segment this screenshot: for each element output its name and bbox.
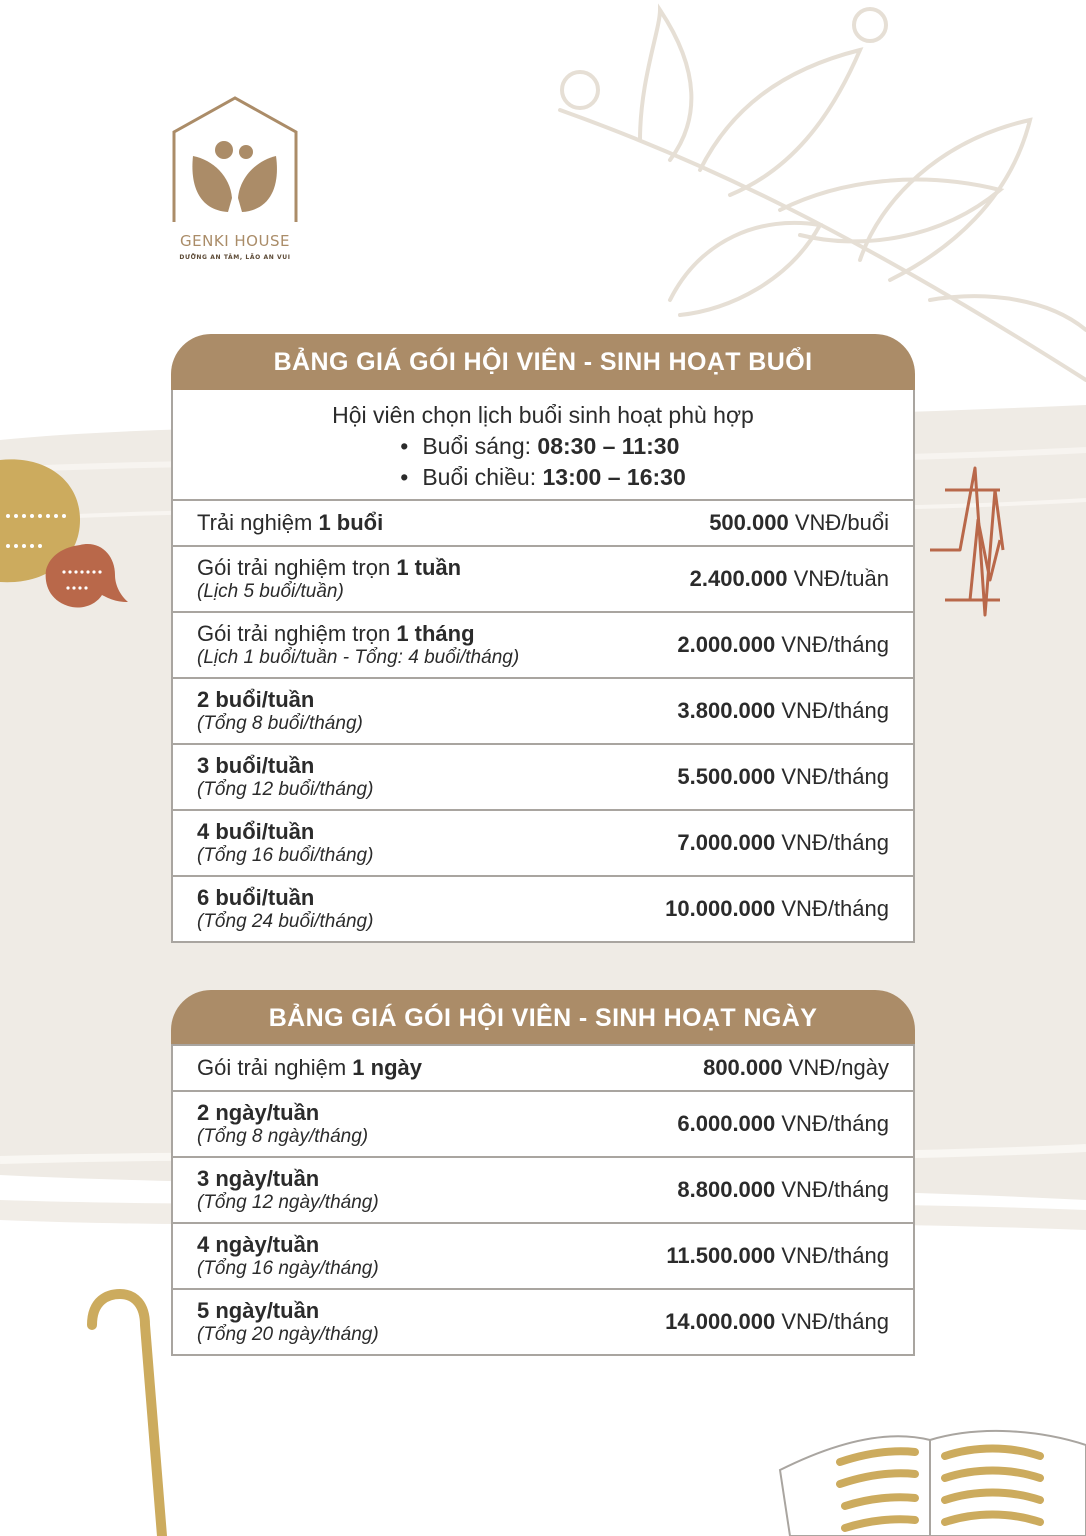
- package-note: (Lịch 1 buổi/tuần - Tổng: 4 buổi/tháng): [197, 647, 520, 668]
- leaf-branch-icon: [560, 9, 1086, 380]
- package-bold: 1 ngày: [352, 1055, 422, 1080]
- price-unit: VNĐ/tháng: [775, 632, 889, 657]
- price-value: 7.000.000: [677, 830, 776, 855]
- package-note: (Lịch 5 buổi/tuần): [197, 581, 344, 602]
- package-note: (Tổng 8 buổi/tháng): [197, 713, 363, 734]
- package-bold: 5 ngày/tuần: [197, 1298, 320, 1323]
- package-name: [197, 510, 383, 536]
- package-bold: 4 ngày/tuần: [197, 1232, 320, 1257]
- brand-tagline: DƯỠNG AN TÂM, LÃO AN VUI: [179, 254, 291, 261]
- price-row: [173, 809, 913, 875]
- session-price-table: [171, 334, 915, 943]
- afternoon-label: Buổi chiều:: [422, 464, 543, 490]
- package-name: [197, 1166, 379, 1192]
- package-name: [197, 753, 373, 779]
- price-row: [173, 677, 913, 743]
- package-note: (Tổng 12 buổi/tháng): [197, 779, 374, 800]
- package-note: (Tổng 24 buổi/tháng): [197, 911, 374, 932]
- package-bold: 3 buổi/tuần: [197, 753, 315, 778]
- package-bold: 1 tuần: [396, 555, 462, 580]
- price-value: 14.000.000: [665, 1309, 776, 1334]
- package-note: (Tổng 16 buổi/tháng): [197, 845, 374, 866]
- package-name: [197, 1100, 368, 1126]
- package-bold: 6 buổi/tuần: [197, 885, 315, 910]
- package-bold: 2 ngày/tuần: [197, 1100, 320, 1125]
- package-name: [197, 621, 519, 647]
- price-cell: [703, 1055, 889, 1081]
- price-cell: [666, 1243, 889, 1269]
- session-table-title: BẢNG GIÁ GÓI HỘI VIÊN - SINH HOẠT BUỔI: [171, 334, 915, 390]
- session-table-body: [171, 390, 915, 943]
- open-book-icon: [780, 1431, 1086, 1536]
- package-note: (Tổng 16 ngày/tháng): [197, 1258, 379, 1279]
- price-cell: [665, 1309, 889, 1335]
- package-cell: [197, 1100, 368, 1148]
- price-cell: [677, 698, 889, 724]
- price-unit: VNĐ/buổi: [788, 510, 889, 535]
- package-cell: [197, 555, 461, 603]
- price-unit: VNĐ/tháng: [775, 764, 889, 789]
- package-bold: 2 buổi/tuần: [197, 687, 315, 712]
- morning-time: 08:30 – 11:30: [537, 433, 680, 459]
- package-name: [197, 555, 461, 581]
- price-value: 10.000.000: [665, 896, 776, 921]
- price-row: [173, 743, 913, 809]
- package-prefix: Gói trải nghiệm: [197, 1055, 353, 1080]
- package-name: [197, 1055, 422, 1081]
- package-name: [197, 819, 373, 845]
- day-rows: [173, 1044, 913, 1354]
- day-price-table: [171, 990, 915, 1356]
- price-unit: VNĐ/tuần: [787, 566, 889, 591]
- schedule-info: [173, 390, 913, 499]
- price-unit: VNĐ/tháng: [775, 1111, 889, 1136]
- price-value: 6.000.000: [677, 1111, 776, 1136]
- price-value: 5.500.000: [677, 764, 776, 789]
- price-row: [173, 1288, 913, 1354]
- price-value: 2.400.000: [689, 566, 788, 591]
- price-cell: [665, 896, 889, 922]
- price-cell: [677, 764, 889, 790]
- day-table-body: [171, 1044, 915, 1356]
- price-value: 500.000: [709, 510, 789, 535]
- walking-cane-icon: [92, 1294, 162, 1536]
- price-cell: [677, 1111, 889, 1137]
- brand-name: GENKI HOUSE: [180, 232, 290, 250]
- price-row: [173, 499, 913, 545]
- price-row: [173, 545, 913, 611]
- price-cell: [677, 632, 889, 658]
- package-bold: 1 tháng: [396, 621, 475, 646]
- price-unit: VNĐ/ngày: [782, 1055, 889, 1080]
- package-note: (Tổng 8 ngày/tháng): [197, 1126, 369, 1147]
- price-unit: VNĐ/tháng: [775, 830, 889, 855]
- package-prefix: Trải nghiệm: [197, 510, 319, 535]
- package-cell: [197, 621, 519, 669]
- day-table-title: BẢNG GIÁ GÓI HỘI VIÊN - SINH HOẠT NGÀY: [171, 990, 915, 1046]
- price-unit: VNĐ/tháng: [775, 1243, 889, 1268]
- price-unit: VNĐ/tháng: [775, 1309, 889, 1334]
- package-name: [197, 1298, 379, 1324]
- package-cell: [197, 1055, 422, 1081]
- package-bold: 3 ngày/tuần: [197, 1166, 320, 1191]
- session-rows: [173, 499, 913, 941]
- price-row: [173, 875, 913, 941]
- price-row: [173, 1156, 913, 1222]
- package-name: [197, 687, 363, 713]
- price-value: 8.800.000: [677, 1177, 776, 1202]
- package-note: (Tổng 20 ngày/tháng): [197, 1324, 379, 1345]
- package-cell: [197, 753, 373, 801]
- price-row: [173, 1222, 913, 1288]
- schedule-bullets: [400, 431, 686, 493]
- package-name: [197, 885, 373, 911]
- price-cell: [690, 566, 889, 592]
- package-cell: [197, 1232, 379, 1280]
- price-row: [173, 1044, 913, 1090]
- price-cell: [709, 510, 889, 536]
- package-cell: [197, 1166, 379, 1214]
- afternoon-time: 13:00 – 16:30: [542, 464, 686, 490]
- package-bold: 4 buổi/tuần: [197, 819, 315, 844]
- package-cell: [197, 885, 373, 933]
- package-name: [197, 1232, 379, 1258]
- package-prefix: Gói trải nghiệm trọn: [197, 555, 397, 580]
- price-cell: [677, 1177, 889, 1203]
- package-note: (Tổng 12 ngày/tháng): [197, 1192, 379, 1213]
- package-prefix: Gói trải nghiệm trọn: [197, 621, 397, 646]
- schedule-intro: Hội viên chọn lịch buổi sinh hoạt phù hợp: [332, 402, 754, 428]
- morning-slot: [400, 431, 686, 462]
- house-logo-icon: [168, 94, 302, 228]
- price-row: [173, 611, 913, 677]
- price-unit: VNĐ/tháng: [775, 698, 889, 723]
- brand-logo: [168, 94, 302, 264]
- price-value: 3.800.000: [677, 698, 776, 723]
- package-bold: 1 buổi: [318, 510, 384, 535]
- package-cell: [197, 1298, 379, 1346]
- price-unit: VNĐ/tháng: [775, 1177, 889, 1202]
- price-unit: VNĐ/tháng: [775, 896, 889, 921]
- price-cell: [677, 830, 889, 856]
- afternoon-slot: [400, 462, 686, 493]
- morning-label: Buổi sáng:: [422, 433, 538, 459]
- package-cell: [197, 687, 363, 735]
- price-value: 11.500.000: [666, 1243, 776, 1268]
- price-row: [173, 1090, 913, 1156]
- package-cell: [197, 819, 373, 867]
- price-value: 800.000: [703, 1055, 783, 1080]
- price-value: 2.000.000: [677, 632, 776, 657]
- package-cell: [197, 510, 383, 536]
